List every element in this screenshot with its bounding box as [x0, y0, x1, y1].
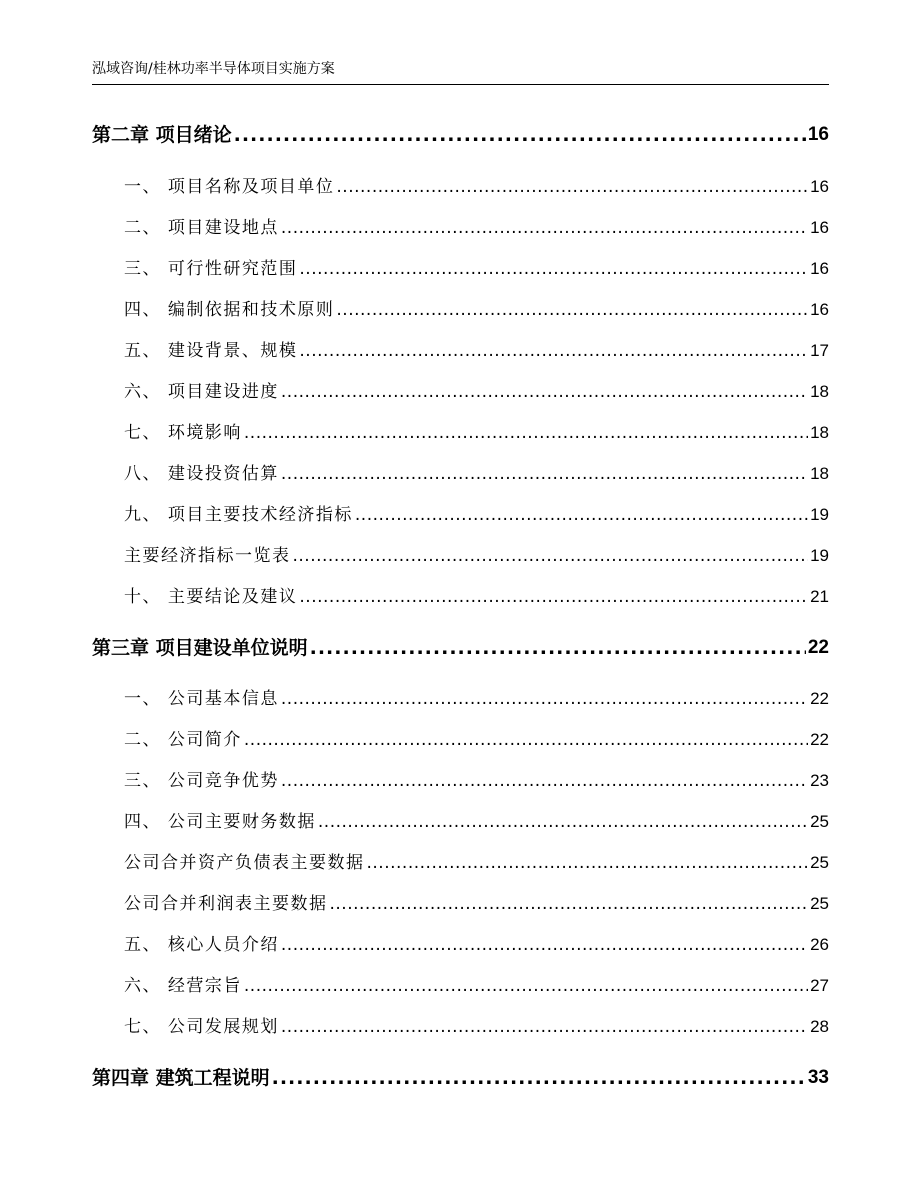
toc-dot-leader — [244, 974, 808, 998]
toc-page-number: 22 — [807, 637, 829, 658]
toc-dot-leader — [281, 380, 808, 404]
toc-dot-leader — [293, 544, 809, 568]
toc-dot-leader — [281, 687, 808, 711]
toc-dot-leader — [367, 851, 809, 875]
toc-entry[interactable] — [124, 298, 829, 322]
toc-entry-title: 第三章 项目建设单位说明 — [92, 637, 308, 659]
toc-entry-title: 第二章 项目绪论 — [92, 124, 232, 146]
toc-dot-leader — [310, 635, 806, 661]
toc-page-number: 25 — [810, 894, 829, 913]
toc-dot-leader — [281, 933, 808, 957]
toc-entry[interactable] — [124, 892, 829, 916]
toc-entry[interactable] — [124, 933, 829, 957]
toc-page-number: 25 — [810, 812, 829, 831]
toc-entry-title: 一、 项目名称及项目单位 — [124, 177, 335, 197]
toc-entry-title: 七、 环境影响 — [124, 423, 242, 443]
toc-entry[interactable] — [124, 175, 829, 199]
toc-page-number: 19 — [810, 505, 829, 524]
toc-page-number: 16 — [810, 177, 829, 196]
toc-dot-leader — [272, 1065, 806, 1091]
toc-entry-title: 六、 经营宗旨 — [124, 976, 242, 996]
toc-dot-leader — [281, 462, 808, 486]
toc-dot-leader — [355, 503, 808, 527]
toc-page-number: 26 — [810, 935, 829, 954]
toc-page-number: 22 — [810, 689, 829, 708]
toc-entry-title: 六、 项目建设进度 — [124, 382, 279, 402]
toc-entry-title: 公司合并资产负债表主要数据 — [124, 853, 365, 873]
toc-entry[interactable] — [124, 462, 829, 486]
toc-entry[interactable] — [124, 503, 829, 527]
toc-entry-title: 三、 可行性研究范围 — [124, 259, 298, 279]
toc-dot-leader — [234, 122, 806, 148]
toc-entry-title: 五、 核心人员介绍 — [124, 935, 279, 955]
toc-entry[interactable] — [124, 544, 829, 568]
toc-entry[interactable] — [124, 257, 829, 281]
toc-dot-leader — [299, 585, 808, 609]
toc-page-number: 33 — [807, 1067, 829, 1088]
toc-entry[interactable] — [124, 851, 829, 875]
toc-page-number: 18 — [810, 423, 829, 442]
toc-entry-title: 三、 公司竞争优势 — [124, 771, 279, 791]
toc-dot-leader — [281, 769, 808, 793]
toc-page-number: 16 — [810, 259, 829, 278]
toc-entry[interactable] — [124, 380, 829, 404]
toc-dot-leader — [336, 175, 808, 199]
toc-entry-title: 七、 公司发展规划 — [124, 1017, 279, 1037]
toc-entry[interactable] — [124, 974, 829, 998]
toc-entry-title: 五、 建设背景、规模 — [124, 341, 298, 361]
toc-page-number: 27 — [810, 976, 829, 995]
toc-entry[interactable] — [124, 1015, 829, 1039]
toc-page-number: 25 — [810, 853, 829, 872]
toc-entry-title: 主要经济指标一览表 — [124, 546, 291, 566]
toc-chapter-2[interactable] — [92, 122, 829, 148]
toc-entry-title: 十、 主要结论及建议 — [124, 587, 298, 607]
toc-entry[interactable] — [124, 769, 829, 793]
toc-dot-leader — [299, 257, 808, 281]
toc-page-number: 16 — [810, 300, 829, 319]
toc-dot-leader — [244, 728, 808, 752]
toc-page-number: 16 — [810, 218, 829, 237]
toc-page-number: 18 — [810, 382, 829, 401]
toc-chapter-3[interactable] — [92, 635, 829, 661]
toc-dot-leader — [281, 1015, 808, 1039]
toc-page-number: 18 — [810, 464, 829, 483]
toc-page-number: 23 — [810, 771, 829, 790]
toc-page-number: 28 — [810, 1017, 829, 1036]
toc-dot-leader — [244, 421, 808, 445]
toc-page-number: 22 — [810, 730, 829, 749]
toc-entry[interactable] — [124, 421, 829, 445]
toc-entry[interactable] — [124, 810, 829, 834]
toc-entry[interactable] — [124, 687, 829, 711]
toc-entry[interactable] — [124, 339, 829, 363]
toc-entry[interactable] — [124, 216, 829, 240]
toc-chapter-4[interactable] — [92, 1065, 829, 1091]
toc-entry-title: 二、 项目建设地点 — [124, 218, 279, 238]
toc-entry-title: 四、 公司主要财务数据 — [124, 812, 316, 832]
toc-dot-leader — [318, 810, 808, 834]
toc-page-number: 16 — [807, 124, 829, 145]
toc-entry-title: 二、 公司简介 — [124, 730, 242, 750]
toc-entry-title: 八、 建设投资估算 — [124, 464, 279, 484]
page-header: 泓域咨询/桂林功率半导体项目实施方案 — [92, 61, 335, 77]
toc-entry-title: 第四章 建筑工程说明 — [92, 1067, 270, 1089]
toc-entry[interactable] — [124, 728, 829, 752]
toc-entry-title: 一、 公司基本信息 — [124, 689, 279, 709]
toc-page-number: 21 — [810, 587, 829, 606]
toc-dot-leader — [336, 298, 808, 322]
toc-dot-leader — [281, 216, 808, 240]
toc-dot-leader — [330, 892, 809, 916]
toc-entry-title: 四、 编制依据和技术原则 — [124, 300, 335, 320]
toc-page-number: 19 — [810, 546, 829, 565]
toc-entry-title: 公司合并利润表主要数据 — [124, 894, 328, 914]
toc-dot-leader — [299, 339, 808, 363]
toc-entry[interactable] — [124, 585, 829, 609]
toc-entry-title: 九、 项目主要技术经济指标 — [124, 505, 353, 525]
toc-page-number: 17 — [810, 341, 829, 360]
